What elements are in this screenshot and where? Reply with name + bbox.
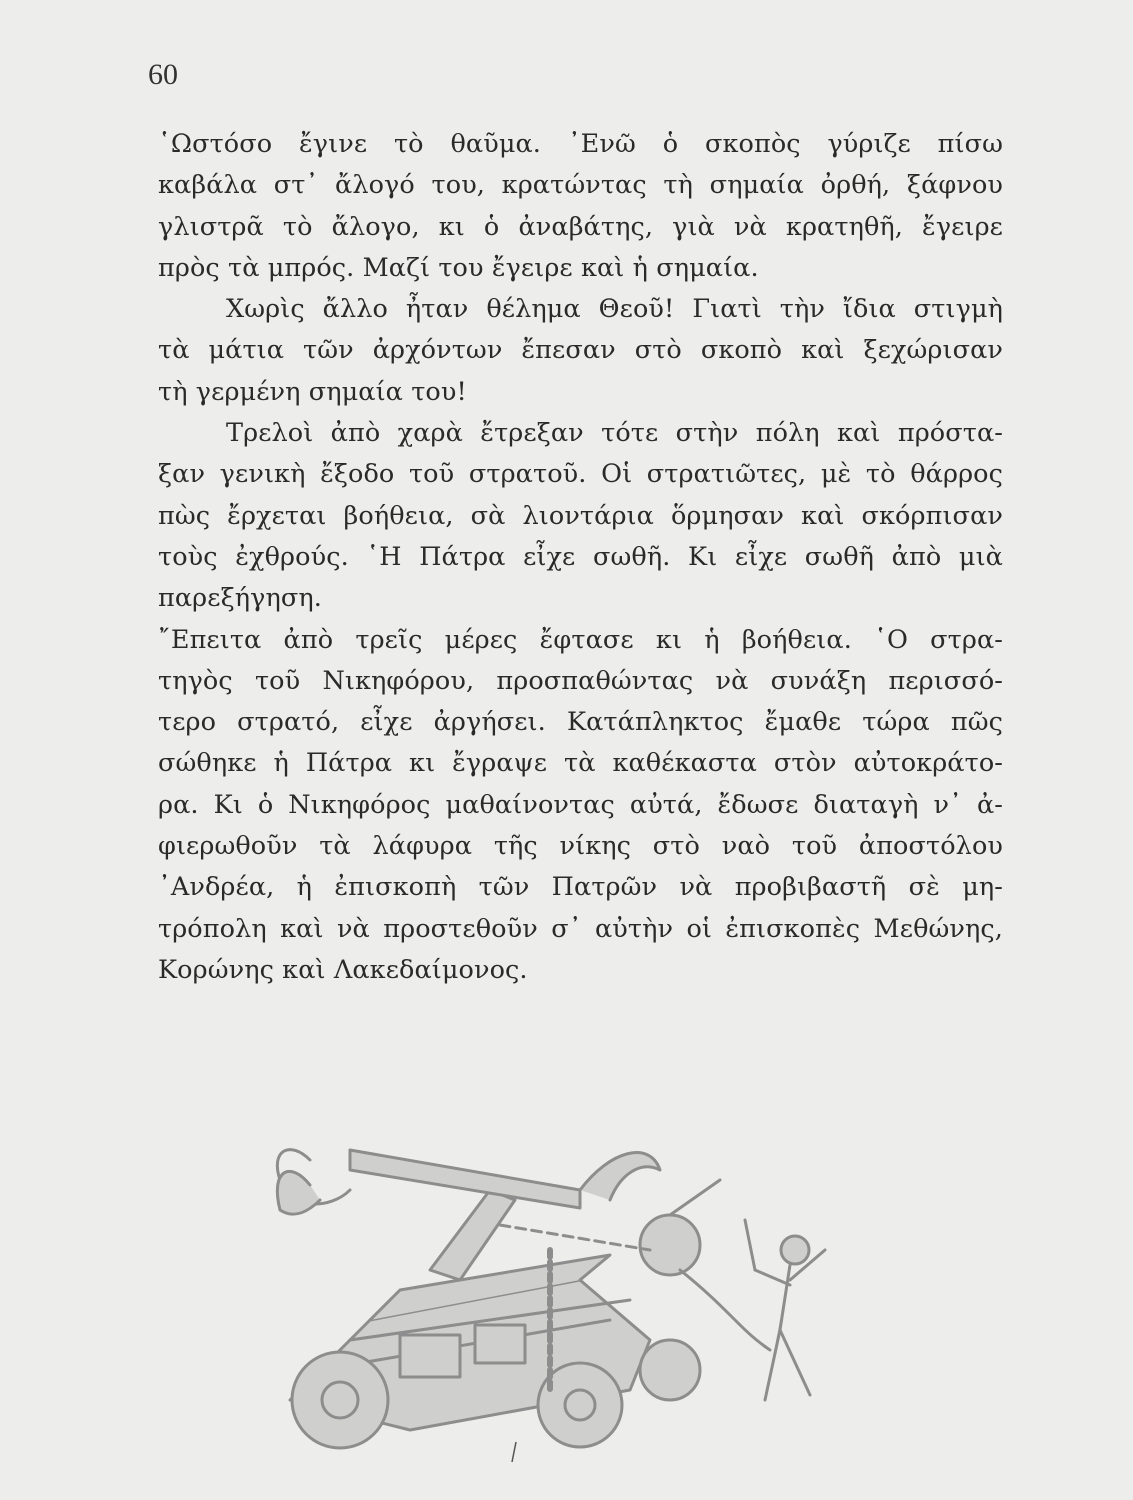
text-line: σώθηκε ἡ Πάτρα κι ἔγραψε τὰ καθέκαστα στὸν αὐτοκράτο- xyxy=(158,748,1003,779)
text-line: Χωρὶς ἄλλο ἦταν θέλημα Θεοῦ! Γιατὶ τὴν ἴδια στιγμὴ xyxy=(226,294,1003,325)
text-line: τοὺς ἐχθρούς. ῾Η Πάτρα εἶχε σωθῆ. Κι εἶχε σωθῆ ἀπὸ μιὰ xyxy=(158,541,1003,572)
text-line: φιερωθοῦν τὰ λάφυρα τῆς νίκης στὸ ναὸ τοῦ ἀποστόλου xyxy=(158,831,1003,862)
text-line: πρὸς τὰ μπρός. Μαζί του ἔγειρε καὶ ἡ σημαία. xyxy=(158,252,759,283)
catapult-illustration xyxy=(250,1130,860,1460)
text-line: καβάλα στ᾿ ἄλογό του, κρατώντας τὴ σημαία ὀρθή, ξάφνου xyxy=(158,170,1003,201)
text-line: γλιστρᾶ τὸ ἄλογο, κι ὁ ἀναβάτης, γιὰ νὰ κρατηθῆ, ἔγειρε xyxy=(158,211,1003,242)
page-number: 60 xyxy=(148,58,178,91)
text-line: τὴ γερμένη σημαία του! xyxy=(158,376,467,407)
text-line: ρα. Κι ὁ Νικηφόρος μαθαίνοντας αὐτά, ἔδωσε διαταγὴ ν᾿ ἀ- xyxy=(158,789,1003,820)
text-line: παρεξήγηση. xyxy=(158,583,322,614)
text-line: Τρελοὶ ἀπὸ χαρὰ ἔτρεξαν τότε στὴν πόλη καὶ πρόστα- xyxy=(226,418,1003,449)
text-line: τὰ μάτια τῶν ἀρχόντων ἔπεσαν στὸ σκοπὸ καὶ ξεχώρισαν xyxy=(158,335,1003,366)
text-line: ᾿Ανδρέα, ἡ ἐπισκοπὴ τῶν Πατρῶν νὰ προβιβαστῆ σὲ μη- xyxy=(158,872,1003,903)
text-line: τρόπολη καὶ νὰ προστεθοῦν σ᾿ αὐτὴν οἱ ἐπισκοπὲς Μεθώνης, xyxy=(158,913,1003,944)
text-line: Κορώνης καὶ Λακεδαίμονος. xyxy=(158,954,528,985)
body-text xyxy=(158,124,1003,991)
stray-pen-mark xyxy=(508,1440,520,1464)
text-line: ξαν γενικὴ ἔξοδο τοῦ στρατοῦ. Οἱ στρατιῶτες, μὲ τὸ θάρρος xyxy=(158,459,1003,490)
text-line: τηγὸς τοῦ Νικηφόρου, προσπαθώντας νὰ συνάξη περισσό- xyxy=(158,665,1003,696)
text-line: ῾Ωστόσο ἔγινε τὸ θαῦμα. ᾿Ενῶ ὁ σκοπὸς γύριζε πίσω xyxy=(158,129,1003,159)
text-line: πὼς ἔρχεται βοήθεια, σὰ λιοντάρια ὅρμησαν καὶ σκόρπισαν xyxy=(158,500,1003,531)
text-line: τερο στρατό, εἶχε ἀργήσει. Κατάπληκτος ἔμαθε τώρα πῶς xyxy=(158,707,1003,738)
text-line: ῎Επειτα ἀπὸ τρεῖς μέρες ἔφτασε κι ἡ βοήθεια. ῾Ο στρα- xyxy=(158,624,1003,655)
